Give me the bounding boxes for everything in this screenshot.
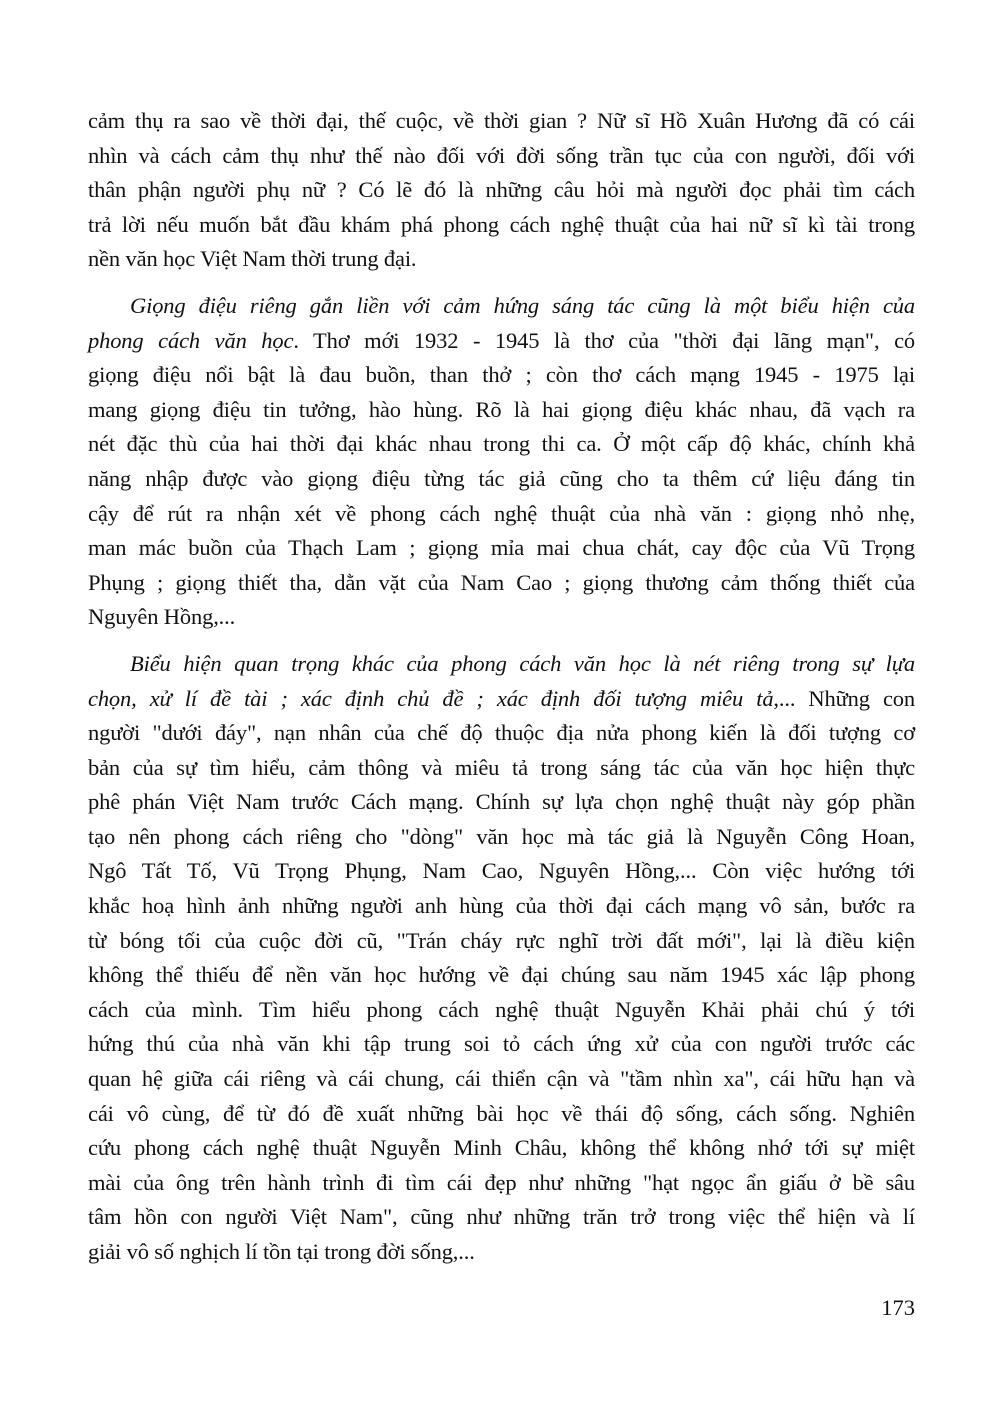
body-text: tạo nên phong cách riêng cho "dòng" văn học mà tác giả là Nguyễn Công Hoan, xyxy=(88,823,915,849)
text-line xyxy=(88,104,915,139)
text-line xyxy=(88,958,915,993)
text-line xyxy=(88,427,915,462)
text-line xyxy=(88,289,915,324)
text-line xyxy=(88,1027,915,1062)
body-text: mang giọng điệu tin tưởng, hào hùng. Rõ là hai giọng điệu khác nhau, đã vạch ra xyxy=(88,396,915,422)
body-text: cảm thụ ra sao về thời đại, thế cuộc, về thời gian ? Nữ sĩ Hồ Xuân Hương đã có cái xyxy=(88,108,915,133)
paragraph xyxy=(88,289,915,635)
body-text: trả lời nếu muốn bắt đầu khám phá phong cách nghệ thuật của hai nữ sĩ kì tài trong xyxy=(88,211,915,237)
body-text: giọng điệu nổi bật là đau buồn, than thở ; còn thơ cách mạng 1945 - 1975 lại xyxy=(88,362,915,388)
body-text: cái vô cùng, để từ đó đề xuất những bài học về thái độ sống, cách sống. Nghiên xyxy=(88,1100,915,1126)
body-text: khắc hoạ hình ảnh những người anh hùng của thời đại cách mạng vô sản, bước ra xyxy=(88,893,915,919)
body-text: không thể thiếu để nền văn học hướng về đại chúng sau năm 1945 xác lập phong xyxy=(88,962,915,988)
text-line xyxy=(88,1131,915,1166)
text-line xyxy=(88,600,915,635)
body-text: . Thơ mới 1932 - 1945 là thơ của "thời đại lãng mạn", có xyxy=(293,327,916,353)
body-text: nền văn học Việt Nam thời trung đại. xyxy=(88,246,417,272)
text-line xyxy=(88,1200,915,1235)
text-line xyxy=(88,751,915,786)
body-text: hứng thú của nhà văn khi tập trung soi tỏ cách ứng xử của con người trước các xyxy=(88,1031,915,1057)
body-text: nhìn và cách cảm thụ như thế nào đối với đời sống trần tục của con người, đối với xyxy=(88,142,915,168)
text-line xyxy=(88,820,915,855)
italic-text: Giọng điệu riêng gắn liền với cảm hứng sáng tác cũng là một biểu hiện của xyxy=(130,292,915,318)
text-line xyxy=(88,716,915,751)
italic-text: phong cách văn học xyxy=(88,327,294,353)
body-text: man mác buồn của Thạch Lam ; giọng mỉa mai chua chát, cay độc của Vũ Trọng xyxy=(88,535,915,561)
text-line xyxy=(88,242,915,277)
text-line xyxy=(88,324,915,359)
paragraph xyxy=(88,104,915,277)
body-text: bản của sự tìm hiểu, cảm thông và miêu tả trong sáng tác của văn học hiện thực xyxy=(88,754,915,780)
paragraph xyxy=(88,647,915,1270)
text-line xyxy=(88,497,915,532)
text-line xyxy=(88,566,915,601)
body-text: tâm hồn con người Việt Nam", cũng như những trăn trở trong việc thể hiện và lí xyxy=(88,1204,915,1230)
italic-text: Biểu hiện quan trọng khác của phong cách văn học là nét riêng trong sự lựa xyxy=(130,650,915,676)
text-line xyxy=(88,785,915,820)
italic-text: chọn, xử lí đề tài ; xác định chủ đề ; xác định đối tượng miêu tả xyxy=(88,685,774,711)
body-text: người "dưới đáy", nạn nhân của chế độ thuộc địa nửa phong kiến là đối tượng cơ xyxy=(88,720,915,746)
text-line xyxy=(88,173,915,208)
text-line xyxy=(88,208,915,243)
body-text: ,... Những con xyxy=(773,685,915,711)
text-line xyxy=(88,1235,915,1270)
text-line xyxy=(88,358,915,393)
text-line xyxy=(88,531,915,566)
body-text: cách của mình. Tìm hiểu phong cách nghệ thuật Nguyễn Khải phải chú ý tới xyxy=(88,996,915,1022)
body-text: thân phận người phụ nữ ? Có lẽ đó là những câu hỏi mà người đọc phải tìm cách xyxy=(88,177,915,203)
text-line xyxy=(88,1062,915,1097)
text-line xyxy=(88,462,915,497)
body-text: Nguyên Hồng,... xyxy=(88,604,236,630)
body-text: nét đặc thù của hai thời đại khác nhau trong thi ca. Ở một cấp độ khác, chính khả xyxy=(88,431,915,457)
body-text: quan hệ giữa cái riêng và cái chung, cái thiển cận và "tầm nhìn xa", cái hữu hạn và xyxy=(88,1066,915,1092)
body-text: phê phán Việt Nam trước Cách mạng. Chính sự lựa chọn nghệ thuật này góp phần xyxy=(88,789,915,815)
text-line xyxy=(88,854,915,889)
text-line xyxy=(88,889,915,924)
text-line xyxy=(88,924,915,959)
body-text: từ bóng tối của cuộc đời cũ, "Trán cháy rực nghĩ trời đất mới", lại là điều kiện xyxy=(88,927,915,953)
body-text: cậy để rút ra nhận xét về phong cách nghệ thuật của nhà văn : giọng nhỏ nhẹ, xyxy=(88,500,915,526)
body-text: mài của ông trên hành trình đi tìm cái đẹp như những "hạt ngọc ẩn giấu ở bề sâu xyxy=(88,1169,915,1195)
text-line xyxy=(88,647,915,682)
body-text: cứu phong cách nghệ thuật Nguyễn Minh Châu, không thể không nhớ tới sự miệt xyxy=(88,1135,915,1161)
body-text: Phụng ; giọng thiết tha, dằn vặt của Nam Cao ; giọng thương cảm thống thiết của xyxy=(88,569,915,595)
body-text: Ngô Tất Tố, Vũ Trọng Phụng, Nam Cao, Nguyên Hồng,... Còn việc hướng tới xyxy=(88,858,915,884)
text-line xyxy=(88,682,915,717)
text-line xyxy=(88,1166,915,1201)
text-line xyxy=(88,139,915,174)
page-number: 173 xyxy=(881,1295,915,1320)
text-line xyxy=(88,1097,915,1132)
body-text: giải vô số nghịch lí tồn tại trong đời sống,... xyxy=(88,1239,475,1264)
text-line xyxy=(88,993,915,1028)
text-line xyxy=(88,393,915,428)
body-text: năng nhập được vào giọng điệu từng tác giả cũng cho ta thêm cứ liệu đáng tin xyxy=(88,465,915,491)
page-body xyxy=(88,104,915,1270)
